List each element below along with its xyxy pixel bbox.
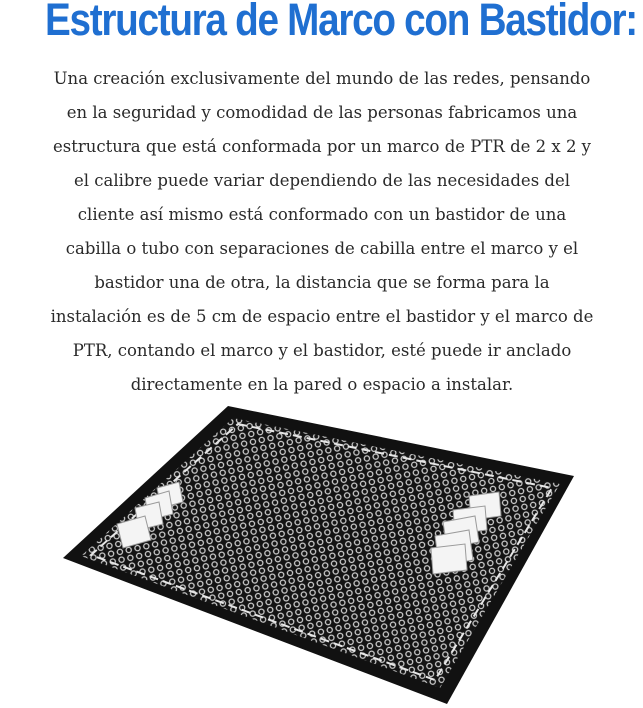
description-line: en la seguridad y comodidad de las personas fabricamos una: [66, 103, 578, 122]
description-line: cliente así mismo está conformado con un bastidor de una: [77, 205, 567, 224]
description-line: Una creación exclusivamente del mundo de las redes, pensando: [53, 69, 591, 88]
page-title: Estructura de Marco con Bastidor:: [45, 0, 637, 45]
description-paragraph: [36, 62, 608, 402]
description-line: instalación es de 5 cm de espacio entre el bastidor y el marco de: [50, 307, 594, 326]
description-line: bastidor una de otra, la distancia que se forma para la: [94, 273, 550, 292]
net-frame-illustration: [55, 398, 585, 708]
description-line: el calibre puede variar dependiendo de las necesidades del: [73, 171, 571, 190]
description-line: estructura que está conformada por un marco de PTR de 2 x 2 y: [52, 137, 592, 156]
description-line: directamente en la pared o espacio a instalar.: [130, 375, 514, 394]
description-line: cabilla o tubo con separaciones de cabilla entre el marco y el: [65, 239, 579, 258]
description-line: PTR, contando el marco y el bastidor, esté puede ir anclado: [72, 341, 572, 360]
